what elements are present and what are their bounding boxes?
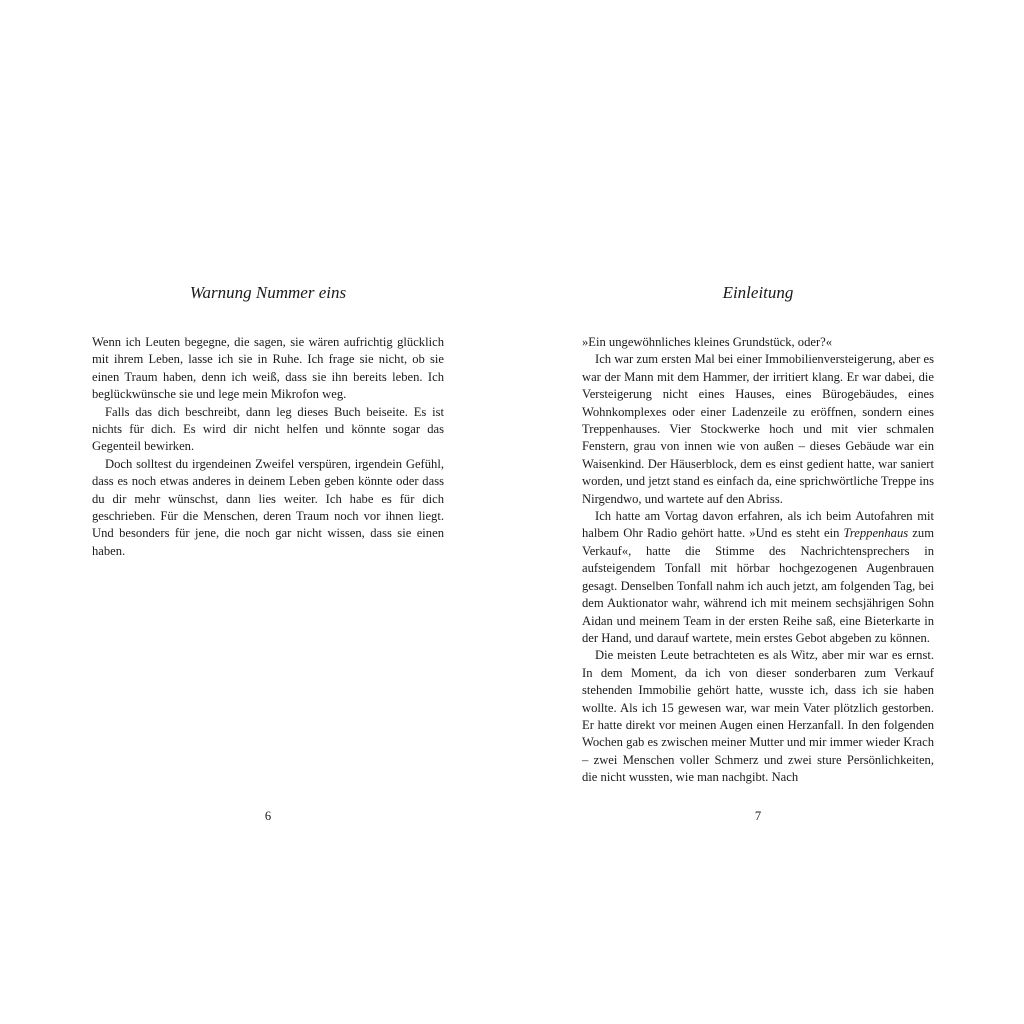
left-paragraph-1: Wenn ich Leuten begegne, die sagen, sie wären aufrichtig glücklich mit ihrem Leben, lasse ich sie in Ruhe. Ich frage sie nicht, ob sie einen Traum haben, denn ich weiß, dass sie ihn bereits leben. Ich beglückwünsche sie und lege mein Mikrofon weg. (92, 335, 444, 402)
right-paragraph-4: Die meisten Leute betrachteten es als Witz, aber mir war es ernst. In dem Moment, da ich von dieser sonderbaren zum Verkauf stehenden Immobilie gehört hatte, wusste ich, dass ich sie haben wollte. Als ich 15 gewesen war, war mein Vater plötzlich gestorben. Er hatte direkt vor meinen Augen einen Herzanfall. In den folgenden Wochen gab es zwischen meiner Mutter und mir immer wieder Krach – zwei Menschen voller Schmerz und zwei sture Persönlichkeiten, die nicht wussten, wie man nachgibt. Nach (582, 648, 934, 785)
right-page-title: Einleitung (722, 283, 794, 302)
right-paragraph-1: »Ein ungewöhnliches kleines Grundstück, oder?« (582, 335, 833, 349)
right-page-number: 7 (754, 809, 762, 823)
left-page-title: Warnung Nummer eins (189, 283, 347, 302)
left-paragraph-3: Doch solltest du irgendeinen Zweifel verspüren, irgendein Gefühl, dass es noch etwas anderes in deinem Leben geben könnte oder dass du dir mehr wünschst, dann lies weiter. Ich habe es für dich geschrieben. Für die Menschen, deren Traum noch vor ihnen liegt. Und besonders für jene, die noch gar nicht wissen, dass sie einen haben. (92, 456, 444, 558)
right-page-body (582, 334, 934, 787)
left-page-number: 6 (264, 809, 272, 823)
right-paragraph-3-part-2: zum Verkauf«, hatte die Stimme des Nachrichtensprechers in aufsteigendem Tonfall mit hörbar hochgezogenen Augenbrauen gesagt. Denselben Tonfall nahm ich auch jetzt, am folgenden Tag, bei dem Auktionator wahr, während ich mit meinem sechsjährigen Sohn Aidan und meinem Team in der ersten Reihe saß, eine Bieterkarte in der Hand, und darauf wartete, mein erstes Gebot abgeben zu können. (582, 526, 934, 645)
right-paragraph-2: Ich war zum ersten Mal bei einer Immobilienversteigerung, aber es war der Mann mit dem Hammer, der irritiert klang. Er war dabei, die Versteigerung nicht eines Hauses, eines Bürogebäudes, eines Wohnkomplexes oder einer Ladenzeile zu eröffnen, sondern eines Treppenhauses. Vier Stockwerke hoch und mit vier schmalen Fenstern, grau von innen wie von außen – dieses Gebäude war ein Waisenkind. Der Häuserblock, dem es einst gedient hatte, war saniert worden, und jetzt stand es einfach da, eine sprichwörtliche Treppe ins Nirgendwo, und wartete auf den Abriss. (582, 352, 934, 506)
left-page-body (92, 334, 444, 560)
right-paragraph-3-emphasis: Treppenhaus (843, 526, 909, 541)
left-paragraph-2: Falls das dich beschreibt, dann leg dieses Buch beiseite. Es ist nichts für dich. Es wird dir nicht helfen und könnte sogar das Gegenteil bewirken. (92, 404, 444, 454)
right-paragraph-3-part-1: Ich hatte am Vortag davon erfahren, als ich beim Autofahren mit halbem Ohr Radio gehört hatte. »Und es steht ein (582, 509, 934, 541)
right-paragraph-3 (582, 508, 934, 647)
